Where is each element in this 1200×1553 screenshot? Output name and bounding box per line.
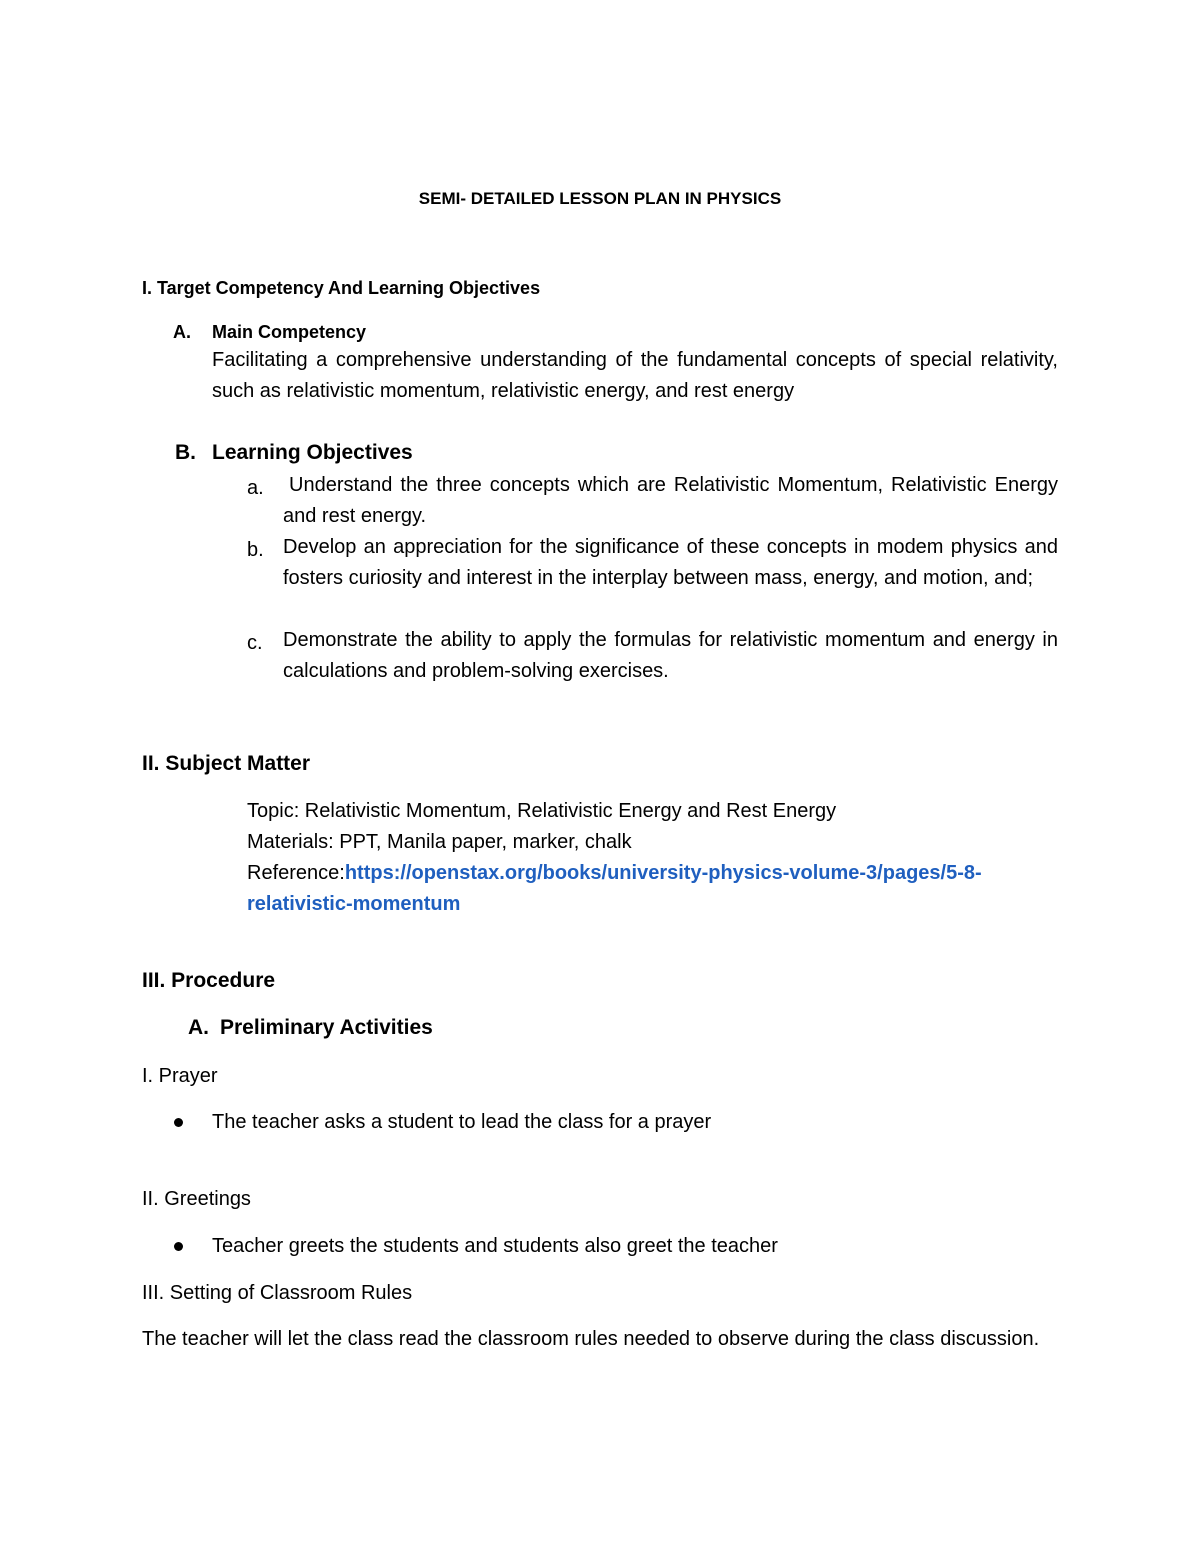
reference-link-line-2[interactable]: relativistic-momentum	[247, 893, 461, 915]
reference-line	[247, 858, 982, 889]
section-1b-marker: B.	[175, 441, 196, 464]
objective-b-text: Develop an appreciation for the significance of these concepts in modem physics and fosters curiosity and interest in the interplay between mass, energy, and motion, and;	[283, 536, 1058, 589]
objective-a-marker: a.	[247, 477, 264, 499]
topic-line: Topic: Relativistic Momentum, Relativistic Energy and Rest Energy	[247, 800, 837, 822]
prayer-bullet-text: The teacher asks a student to lead the class for a prayer	[212, 1111, 712, 1133]
section-1-heading: I. Target Competency And Learning Objectives	[142, 278, 541, 298]
bullet-dot-icon	[174, 1118, 183, 1127]
reference-label: Reference:	[247, 862, 345, 884]
bullet-dot-icon	[174, 1242, 183, 1251]
classroom-rules-heading: III. Setting of Classroom Rules	[142, 1282, 413, 1304]
objective-c-marker: c.	[247, 632, 263, 654]
main-competency-heading: Main Competency	[212, 322, 367, 342]
section-3-heading: III. Procedure	[142, 969, 276, 992]
section-2-heading: II. Subject Matter	[142, 752, 311, 775]
greetings-bullet-text: Teacher greets the students and students also greet the teacher	[212, 1235, 778, 1257]
objective-a-text: Understand the three concepts which are Relativistic Momentum, Relativistic Energy and rest energy.	[283, 474, 1058, 527]
classroom-rules-text: The teacher will let the class read the classroom rules needed to observe during the class discussion.	[142, 1328, 1040, 1350]
main-competency-text: Facilitating a comprehensive understanding of the fundamental concepts of special relativity, such as relativistic momentum, relativistic energy, and rest energy	[212, 349, 1058, 402]
section-3a-marker: A.	[188, 1016, 209, 1039]
preliminary-activities-heading: Preliminary Activities	[220, 1016, 433, 1039]
prayer-heading: I. Prayer	[142, 1065, 218, 1087]
objective-c-text: Demonstrate the ability to apply the formulas for relativistic momentum and energy in calculations and problem-solving exercises.	[283, 629, 1058, 682]
document-title: SEMI- DETAILED LESSON PLAN IN PHYSICS	[418, 189, 782, 208]
reference-link[interactable]: https://openstax.org/books/university-physics-volume-3/pages/5-8-	[344, 862, 982, 884]
materials-line: Materials: PPT, Manila paper, marker, chalk	[247, 831, 632, 853]
learning-objectives-heading: Learning Objectives	[212, 441, 413, 464]
objective-b-marker: b.	[247, 539, 264, 561]
section-1a-marker: A.	[173, 322, 191, 342]
reference-link-continued[interactable]	[247, 889, 460, 920]
greetings-heading: II. Greetings	[142, 1188, 251, 1210]
